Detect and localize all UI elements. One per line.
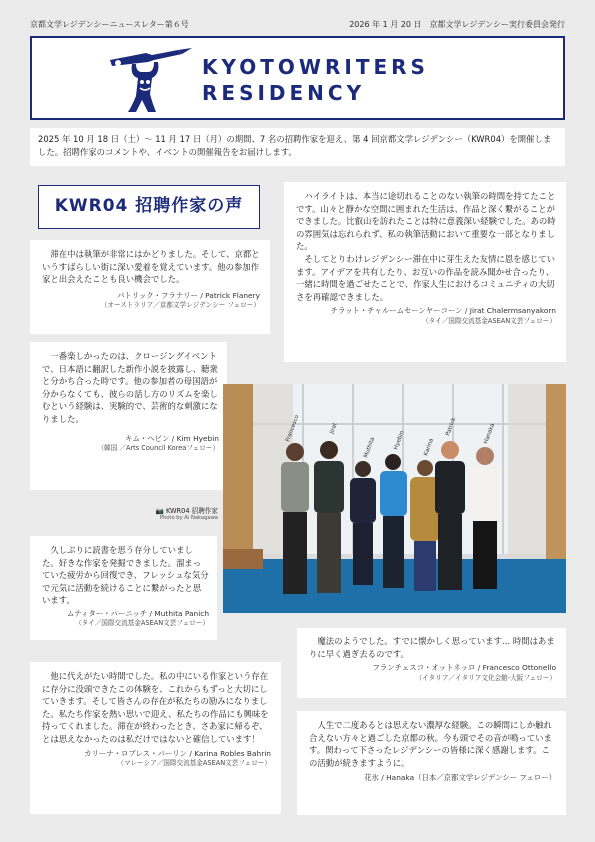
photo-credit: Photo by Ai Nakagawa — [159, 515, 218, 521]
quote-text: 魔法のようでした。すでに懐かしく思っています… 時間はあまりに早く過ぎ去るのです。 — [309, 636, 555, 659]
logo-line2: RESIDENCY — [202, 81, 366, 105]
quote-card-muthita — [30, 536, 217, 640]
author-affiliation: （マレーシア／国際交流基金ASEAN文芸フェロー） — [117, 759, 271, 768]
quote-text: 一番楽しかったのは、クロージングイベントで、日本語に翻訳した新作小説を披露し、聴衆と分かち合った時です。他の参加者の母国語が分からなくても、彼らの話し方のリズムを楽しむという経験は、実験的で、芸術的な刺激になりました。 — [42, 351, 218, 424]
photo-caption: 📷 KWR04 招聘作家 — [155, 507, 218, 515]
photo-label: Muthita — [363, 436, 377, 459]
section-title: KWR04 招聘作家の声 — [54, 196, 244, 216]
author-affiliation: （タイ／国際交流基金ASEAN文芸フェロー） — [422, 316, 556, 325]
author-name: カリーナ・ロブレス・バーリン / Karina Robles Bahrin — [84, 748, 271, 758]
quote-text: 他に代えがたい時間でした。私の中にいる作家という存在に存分に没頭できたこの体験を、これからもずっと大切にしていきます。そして皆さんの存在が私たちの励みになりました。私たち作家を熱い思いで迎え、私たちの作品にも興味を持ってくれました。滞在が終わったとき、さあ家に帰るぞ、とは思えなかったのは私だけではないと確信しています！ — [42, 671, 269, 744]
quote-card-hanaka — [297, 711, 566, 815]
author-name: パトリック・フラナリー / Patrick Flanery — [117, 290, 260, 300]
author-name: キム・ヘビン / Kim Hyebin — [125, 433, 219, 443]
quote-text: 人生で二度あるとは思えない濃厚な経験。この瞬間にしか触れ合えない方々と過ごした京都の秋。今も頭でその音が鳴っています。関わって下さったレジデンシーの皆様に深く感謝します。この活動が続きますように。 — [309, 720, 552, 768]
photo-label: Hanaka — [483, 422, 497, 445]
photo-label: Francesco — [285, 414, 301, 443]
quote-card-karina — [30, 662, 281, 814]
author-name: 花氷 / Hanaka（日本／京都文学レジデンシー フェロー） — [364, 773, 556, 783]
author-name: フランチェスコ・オットネッロ / Francesco Ottonello — [372, 663, 556, 673]
photo-label: Patrick — [445, 416, 458, 437]
photo-label: Hyebin — [393, 430, 406, 451]
photo-label: Karina — [423, 437, 435, 457]
intro-card — [30, 128, 565, 166]
photo-label: Jirat — [329, 422, 339, 435]
quote-text: 久しぶりに読書を思う存分していました。好きな作家を発掘できました。溜まっていた疲労から回復でき、フレッシュな気分で元気に活動を続けることに繋がったと思います。 — [42, 545, 209, 606]
residency-logo-text — [202, 54, 429, 106]
group-photo — [223, 384, 566, 613]
logo-line1: KYOTOWRITERS — [202, 55, 429, 79]
quote-card-jirat — [284, 182, 566, 362]
photo-caption-block — [100, 505, 218, 521]
quote-text: 滞在中は執筆が非常にはかどりました。そして、京都というすばらしい街に深い愛着を覚えています。他の参加作家と出会えたことも良い機会でした。 — [42, 249, 260, 285]
newsletter-issue: 京都文学レジデンシーニュースレター第６号 — [30, 20, 189, 29]
author-name: ムティター・パーニッチ / Muthita Panich — [66, 608, 209, 618]
quote-text-2: そしてとりわけレジデンシー滞在中に芽生えた友情に恩を感じています。アイデアを共有したり、お互いの作品を読み聞かせ合ったり、一緒に時間を過ごせたことで、作家人生におけるコミュニティの大切さを再確認できました。 — [296, 253, 556, 302]
residency-banner — [30, 36, 565, 120]
intro-text: 2025 年 10 月 18 日（土）～ 11 月 17 日（月）の期間、7 名の招聘作家を迎え、第 4 回京都文学レジデンシー（KWR04）を開催しました。招聘作家のコメントや、イベントの開催報告をお届けします。 — [38, 134, 552, 157]
author-affiliation: （韓国 ／Arts Council Koreaフェロー） — [97, 444, 219, 453]
publish-info: 2026 年 1 月 20 日 京都文学レジデンシー実行委員会発行 — [349, 20, 565, 29]
author-affiliation: （タイ／国際交流基金ASEAN文芸フェロー） — [75, 619, 209, 628]
camera-icon: 📷 — [155, 507, 166, 515]
author-affiliation: （イタリア／イタリア文化会館-大阪フェロー） — [415, 673, 556, 682]
quote-card-flanery — [30, 240, 270, 334]
section-title-box — [38, 185, 260, 229]
author-affiliation: （オーストラリア／京都文学レジデンシー フェロー） — [100, 301, 260, 310]
pen-figure-icon — [102, 42, 198, 116]
author-name: チラット・チャルームセーンヤーコーン / Jirat Chalermsanyakorn — [330, 306, 556, 316]
quote-card-hyebin — [30, 342, 227, 490]
quote-card-francesco — [297, 628, 566, 698]
quote-text-1: ハイライトは、本当に途切れることのない執筆の時間を持てたことです。山々と静かな空間に囲まれた生活は、作品と深く繋がることができました。比叡山を訪れたことは特に意義深い経験でした。あの時の雰囲気は忘れられず、私の執筆活動において重要な一部となりました。 — [296, 191, 556, 252]
